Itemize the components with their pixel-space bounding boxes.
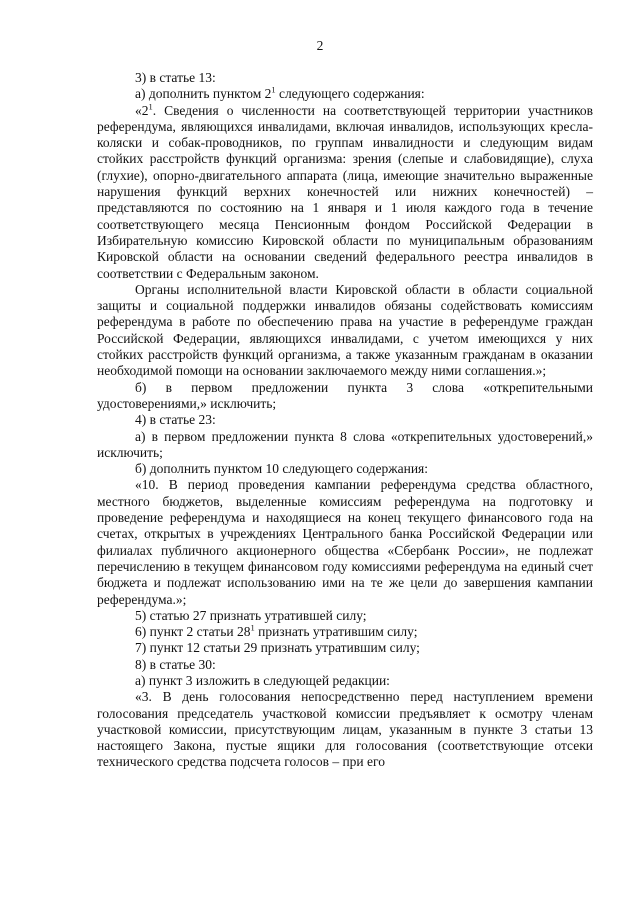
- paragraph-text: Органы исполнительной власти Кировской области в области социальной защиты и социальной поддержки инвалидов обязаны содействовать комиссиям референдума в работе по обеспечению права на участие в референдуме граждан Российской Федерации, являющихся инвалидами, с учетом имеющихся у них стойких расстройств функций организма, а также указанным гражданам в оказании необходимой помощи на основании заключаемого между ними соглашения.»;: [97, 281, 593, 379]
- paragraph-executive-bodies: [97, 282, 593, 380]
- superscript: 1: [250, 622, 255, 633]
- paragraph-text: 6) пункт 2 статьи 28: [135, 624, 251, 640]
- paragraph-text: «3. В день голосования непосредственно перед наступлением времени голосования председатель участковой комиссии предъявляет к осмотру членам участковой комиссии, присутствующим лицам, указанным в пункте 3 статьи 13 настоящего Закона, пустые ящики для голосования (соответствующие отсеки технического средства подсчета голосов – при его: [97, 689, 593, 770]
- paragraph-text: 4) в статье 23:: [135, 412, 216, 428]
- paragraph-text: 8) в статье 30:: [135, 656, 216, 672]
- paragraph-text: 7) пункт 12 статьи 29 признать утратившим силу;: [135, 640, 420, 656]
- paragraph-text: а) в первом предложении пункта 8 слова «открепительных удостоверений,» исключить;: [97, 428, 593, 460]
- paragraph-add-point-10: [97, 461, 593, 477]
- paragraph-article-28-1: [97, 624, 593, 640]
- paragraph-point-3-new-wording: [97, 673, 593, 689]
- paragraph-point-2-1-text: [97, 103, 593, 282]
- superscript: 1: [148, 101, 153, 112]
- paragraph-point-3-amendment: [97, 380, 593, 413]
- paragraph-text: следующего содержания:: [275, 86, 425, 102]
- paragraph-text: признать утратившим силу;: [254, 624, 418, 640]
- paragraph-text: «2: [135, 102, 149, 118]
- paragraph-article-27: [97, 608, 593, 624]
- paragraph-text: а) дополнить пунктом 2: [135, 86, 272, 102]
- paragraph-text: 3) в статье 13:: [135, 70, 216, 85]
- paragraph-text: а) пункт 3 изложить в следующей редакции:: [135, 672, 390, 688]
- superscript: 1: [271, 84, 276, 95]
- paragraph-article-13: [97, 70, 593, 86]
- paragraph-article-30: [97, 657, 593, 673]
- paragraph-text: . Сведения о численности на соответствующей территории участников референдума, являющихся инвалидами, включая инвалидов, использующих кресла-коляски и собак-проводников, по группам инвалидности и следующим видам стойких расстройств функций организма: зрения (слепые и слабовидящие), слуха (глухие), опорно-двигательного аппарата (лица, имеющие значительно выраженные нарушения функций верхних конечностей или нижних конечностей) – представляются по состоянию на 1 января и 1 июля каждого года в течение соответствующего месяца Пенсионным фондом Российской Федерации в Избирательную комиссию Кировской области по муниципальным образованиям Кировской области на основании сведений федерального реестра инвалидов в соответствии с Федеральным законом.: [97, 102, 593, 281]
- page-number: 2: [316, 38, 324, 53]
- paragraph-point-8-amendment: [97, 429, 593, 462]
- paragraph-add-point-2-1: [97, 86, 593, 102]
- paragraph-point-3-text: [97, 689, 593, 770]
- paragraph-text: 5) статью 27 признать утратившей силу;: [135, 607, 367, 623]
- paragraph-article-23: [97, 412, 593, 428]
- paragraph-point-10-text: [97, 477, 593, 607]
- paragraph-text: б) в первом предложении пункта 3 слова «открепительными удостоверениями,» исключить;: [97, 379, 593, 411]
- paragraph-article-29: [97, 640, 593, 656]
- document-body: [97, 70, 593, 771]
- paragraph-text: «10. В период проведения кампании референдума средства областного, местного бюджетов, выделенные комиссиям референдума на подготовку и проведение референдума и находящиеся на конец текущего финансового года на счетах, открытых в учреждениях Центрального банка Российской Федерации или филиалах публичного акционерного общества «Сбербанк России», не подлежат перечислению в текущем финансовом году комиссиями референдума на единый счет бюджета и подлежат использованию ими на те же цели до завершения кампании референдума.»;: [97, 477, 593, 607]
- paragraph-text: б) дополнить пунктом 10 следующего содержания:: [135, 461, 429, 477]
